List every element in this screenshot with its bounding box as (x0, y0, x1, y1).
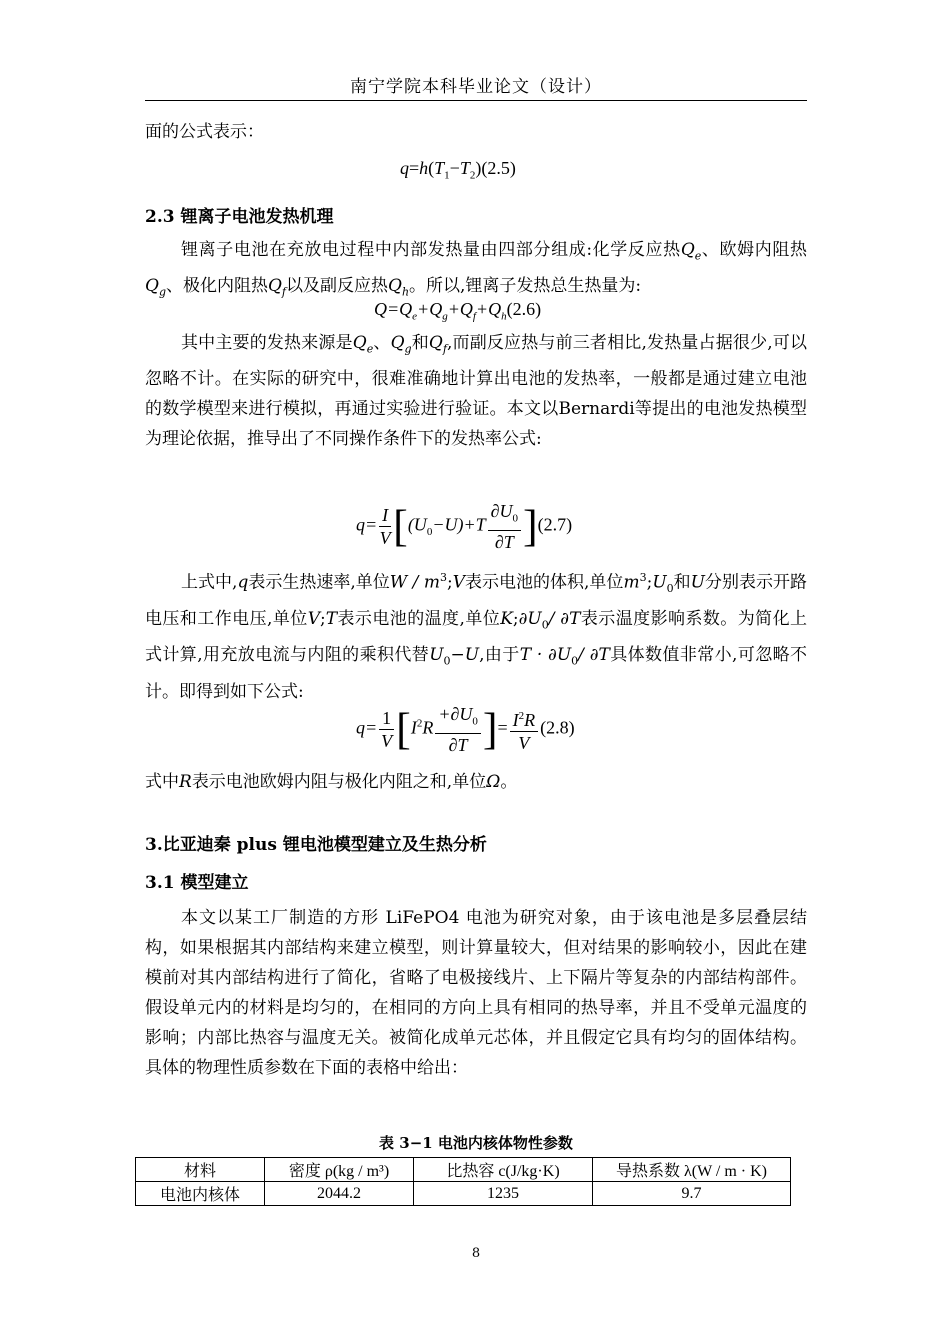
table-header-row (136, 1158, 791, 1182)
table-cell: 9.7 (593, 1182, 791, 1206)
equation-2-6: $Q=Q_e+Q_g+Q_f+Q_h(2.6)$ (374, 299, 542, 323)
paragraph-main-sources: 其中主要的发热来源是$Q_e$、$Q_g$和$Q_f$,而副反应热与前三者相比,发热量占据很少,可以忽略不计。在实际的研究中，很难准确地计算出电池的发热率，一般都是通过建立电池的数学模型来进行模拟，再通过实验进行验证。本文以Bernardi等提出的电池发热模型为理论依据，推导出了不同操作条件下的发热率公式: (145, 333, 808, 450)
section-heading-2-3: 2.3 锂离子电池发热机理 (145, 207, 334, 227)
table-cell: 电池内核体 (136, 1182, 265, 1206)
properties-table (135, 1157, 791, 1206)
page-number: 8 (471, 1246, 481, 1261)
header-rule (145, 100, 807, 101)
table-header-cell: 比热容 c(J/kg·K) (414, 1158, 593, 1182)
table-header-cell: 密度 ρ(kg / m³) (265, 1158, 414, 1182)
equation-2-8: q= $\frac{1}{V}$ [$I^2R$ $\frac{+\partial U_0}{\partial T}$ ]= $\frac{I^2R}{V}$ (2.8) (356, 704, 575, 755)
table-cell: 1235 (414, 1182, 593, 1206)
table-caption: 表 3−1 电池内核体物性参数 (379, 1134, 573, 1152)
equation-2-5: $q=h(T_1-T_2)(2.5)$ (400, 158, 516, 182)
section-heading-3-1: 3.1 模型建立 (145, 873, 249, 893)
table-row (136, 1182, 791, 1206)
paragraph-r-definition: 式中R表示电池欧姆内阻与极化内阻之和,单位Ω。 (145, 772, 518, 792)
table-cell: 2044.2 (265, 1182, 414, 1206)
paragraph-heat-sources: 锂离子电池在充放电过程中内部发热量由四部分组成:化学反应热$Q_e$、欧姆内阻热$Q_g$、极化内阻热$Q_f$以及副反应热$Q_h$。所以,锂离子发热总生热量为: (145, 240, 808, 299)
section-heading-3: 3.比亚迪秦 plus 锂电池模型建立及生热分析 (145, 835, 487, 855)
page-header: 南宁学院本科毕业论文（设计） (350, 77, 602, 97)
intro-line: 面的公式表示： (145, 122, 264, 142)
table-header-cell: 导热系数 λ(W / m · K) (593, 1158, 791, 1182)
paragraph-symbol-definitions: 上式中,q表示生热速率,单位W / $m^3;V$表示电池的体积,单位$m^3;U_0$和U分别表示开路电压和工作电压,单位V;T表示电池的温度,单位$K;\partial U_0/$ ∂T表示温度影响系数。为简化上式计算,用充放电流与内阻的乘积代替$U_0-U$,由于$T \cdot \partial U_0/$ ∂T具体数值非常小,可忽略不计。即得到如下公式: (145, 571, 808, 702)
table-header-cell: 材料 (136, 1158, 265, 1182)
paragraph-model-setup: 本文以某工厂制造的方形 LiFePO4 电池为研究对象，由于该电池是多层叠层结构，如果根据其内部结构来建立模型，则计算量较大，但对结果的影响较小，因此在建模前对其内部结构进行了简化，省略了电极接线片、上下隔片等复杂的内部结构部件。假设单元内的材料是均匀的，在相同的方向上具有相同的热导率，并且不受单元温度的影响；内部比热容与温度无关。被简化成单元芯体，并且假定它具有均匀的固体结构。具体的物理性质参数在下面的表格中给出： (145, 908, 807, 1078)
equation-2-7: q= $\frac{I}{V}$ [$(U_0-U)+T$ $\frac{\partial U_0}{\partial T}$ ](2.7) (356, 501, 573, 552)
